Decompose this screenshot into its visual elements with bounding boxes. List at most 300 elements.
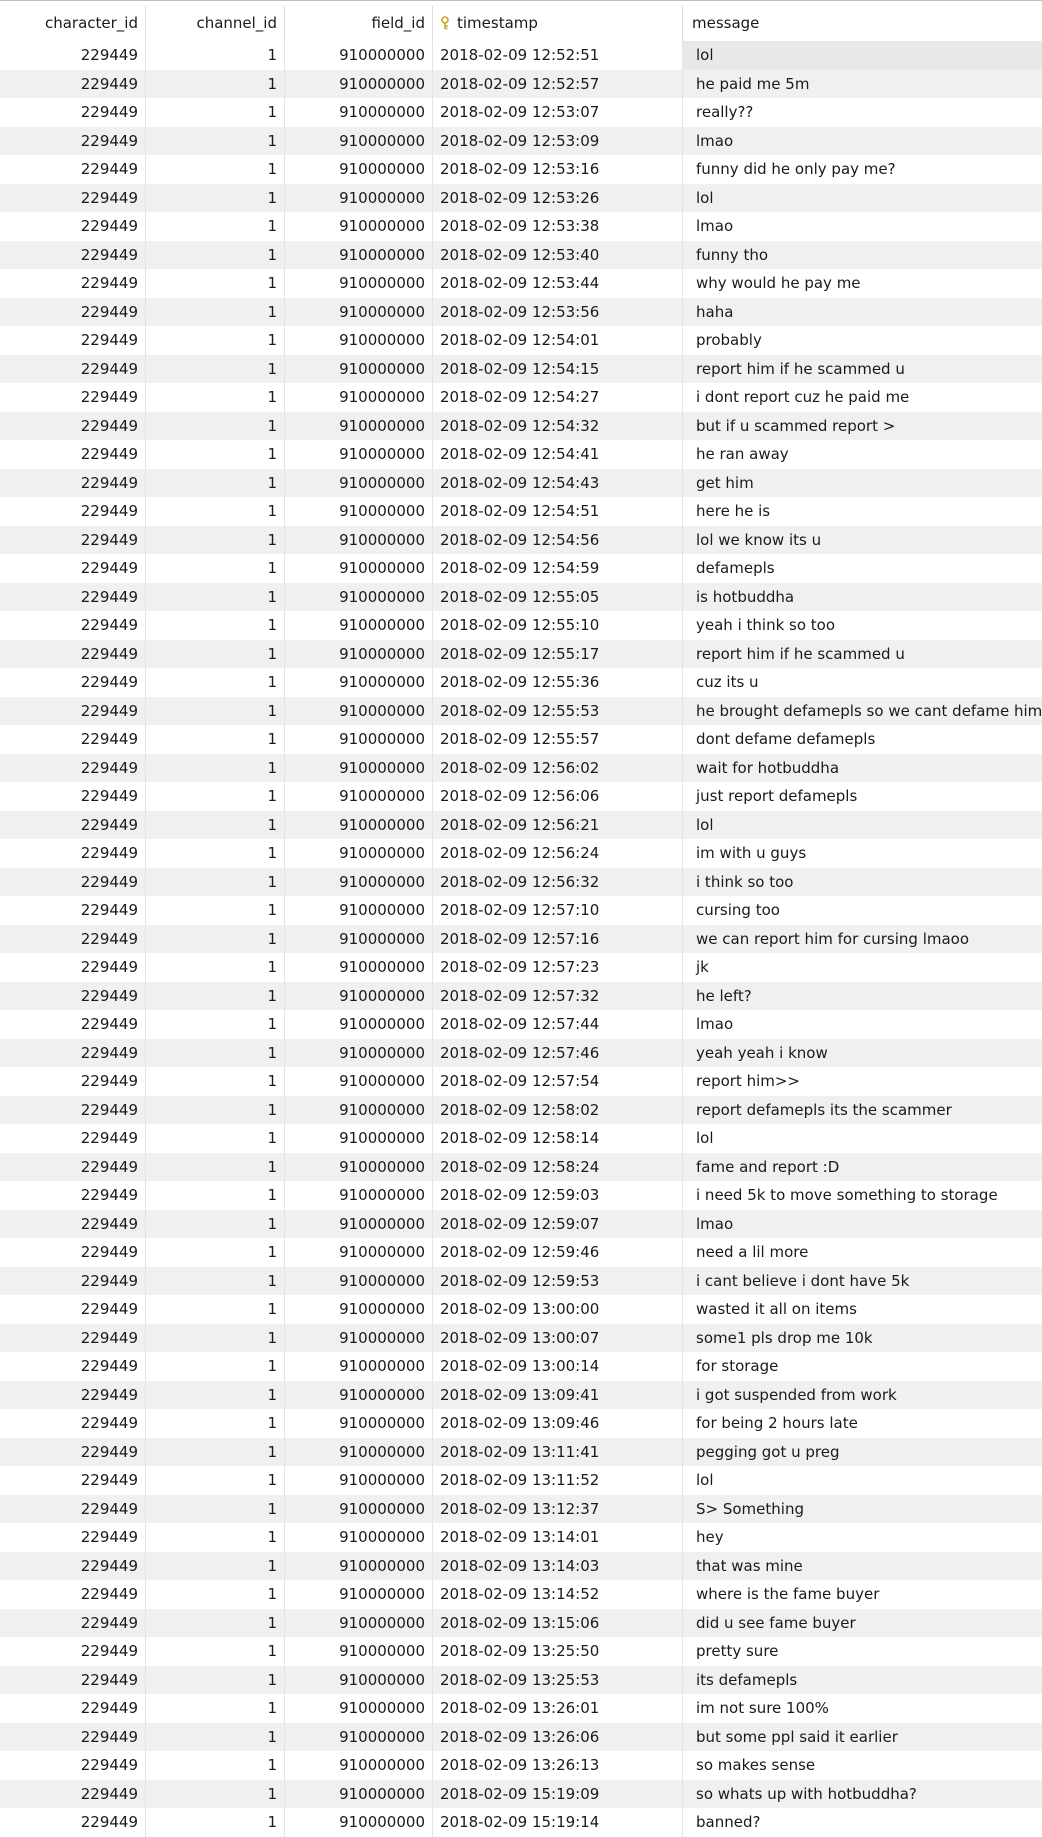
- cell-field-id[interactable]: 910000000: [285, 697, 433, 726]
- table-row[interactable]: [0, 412, 1042, 441]
- cell-character-id[interactable]: 229449: [0, 1609, 146, 1638]
- cell-message[interactable]: haha: [683, 298, 1042, 327]
- table-row[interactable]: [0, 469, 1042, 498]
- table-row[interactable]: [0, 355, 1042, 384]
- cell-timestamp[interactable]: 2018-02-09 12:56:24: [433, 839, 683, 868]
- cell-field-id[interactable]: 910000000: [285, 1381, 433, 1410]
- cell-field-id[interactable]: 910000000: [285, 469, 433, 498]
- cell-timestamp[interactable]: 2018-02-09 12:53:40: [433, 241, 683, 270]
- cell-timestamp[interactable]: 2018-02-09 13:26:06: [433, 1723, 683, 1752]
- cell-timestamp[interactable]: 2018-02-09 15:19:14: [433, 1808, 683, 1837]
- cell-message[interactable]: report him>>: [696, 1072, 801, 1090]
- cell-timestamp[interactable]: 2018-02-09 13:14:03: [433, 1552, 683, 1581]
- cell-character-id[interactable]: 229449: [0, 1466, 146, 1495]
- cell-message[interactable]: really??: [696, 103, 754, 121]
- table-row[interactable]: [0, 1666, 1042, 1695]
- cell-field-id[interactable]: 910000000: [285, 1267, 433, 1296]
- cell-channel-id[interactable]: 1: [146, 1808, 285, 1837]
- table-row[interactable]: [0, 554, 1042, 583]
- table-row[interactable]: [0, 269, 1042, 298]
- cell-character-id[interactable]: 229449: [0, 127, 146, 156]
- table-row[interactable]: [0, 1609, 1042, 1638]
- cell-channel-id[interactable]: 1: [146, 640, 285, 669]
- cell-message[interactable]: lmao: [683, 1210, 1042, 1239]
- cell-timestamp[interactable]: 2018-02-09 12:54:51: [433, 497, 683, 526]
- cell-message[interactable]: lol: [683, 811, 1042, 840]
- cell-channel-id[interactable]: 1: [146, 896, 285, 925]
- cell-channel-id[interactable]: 1: [146, 839, 285, 868]
- cell-timestamp[interactable]: 2018-02-09 12:55:10: [433, 611, 683, 640]
- cell-channel-id[interactable]: 1: [146, 1010, 285, 1039]
- table-row[interactable]: [0, 583, 1042, 612]
- table-row[interactable]: [0, 896, 1042, 925]
- cell-character-id[interactable]: 229449: [0, 70, 146, 99]
- cell-character-id[interactable]: 229449: [0, 1780, 146, 1809]
- cell-channel-id[interactable]: 1: [146, 1552, 285, 1581]
- cell-character-id[interactable]: 229449: [0, 412, 146, 441]
- cell-message[interactable]: fame and report :D: [683, 1153, 1042, 1182]
- cell-character-id[interactable]: 229449: [0, 1694, 146, 1723]
- cell-field-id[interactable]: 910000000: [285, 839, 433, 868]
- cell-message[interactable]: he brought defamepls so we cant defame him: [683, 697, 1042, 726]
- cell-timestamp[interactable]: 2018-02-09 12:53:44: [433, 269, 683, 298]
- cell-message[interactable]: some1 pls drop me 10k: [683, 1324, 1042, 1353]
- cell-character-id[interactable]: 229449: [0, 1495, 146, 1524]
- cell-timestamp[interactable]: 2018-02-09 12:53:38: [433, 212, 683, 241]
- cell-message[interactable]: is hotbuddha: [683, 583, 1042, 612]
- cell-character-id[interactable]: 229449: [0, 155, 146, 184]
- cell-channel-id[interactable]: 1: [146, 1381, 285, 1410]
- cell-channel-id[interactable]: 1: [146, 1751, 285, 1780]
- cell-channel-id[interactable]: 1: [146, 440, 285, 469]
- cell-channel-id[interactable]: 1: [146, 1324, 285, 1353]
- cell-channel-id[interactable]: 1: [146, 326, 285, 355]
- table-row[interactable]: [0, 640, 1042, 669]
- table-row[interactable]: [0, 1808, 1042, 1837]
- cell-timestamp[interactable]: 2018-02-09 12:55:57: [433, 725, 683, 754]
- cell-message[interactable]: for being 2 hours late: [696, 1414, 858, 1432]
- cell-channel-id[interactable]: 1: [146, 497, 285, 526]
- cell-channel-id[interactable]: 1: [146, 754, 285, 783]
- cell-timestamp[interactable]: 2018-02-09 13:15:06: [433, 1609, 683, 1638]
- cell-character-id[interactable]: 229449: [0, 1324, 146, 1353]
- cell-timestamp[interactable]: 2018-02-09 12:56:06: [433, 782, 683, 811]
- cell-field-id[interactable]: 910000000: [285, 811, 433, 840]
- cell-timestamp[interactable]: 2018-02-09 12:55:36: [433, 668, 683, 697]
- cell-character-id[interactable]: 229449: [0, 754, 146, 783]
- cell-field-id[interactable]: 910000000: [285, 1808, 433, 1837]
- cell-field-id[interactable]: 910000000: [285, 1780, 433, 1809]
- table-row[interactable]: [0, 70, 1042, 99]
- table-row[interactable]: [0, 1324, 1042, 1353]
- cell-timestamp[interactable]: 2018-02-09 12:57:16: [433, 925, 683, 954]
- cell-field-id[interactable]: 910000000: [285, 212, 433, 241]
- cell-field-id[interactable]: 910000000: [285, 127, 433, 156]
- table-row[interactable]: [0, 839, 1042, 868]
- table-row[interactable]: [0, 1723, 1042, 1752]
- cell-character-id[interactable]: 229449: [0, 1552, 146, 1581]
- cell-field-id[interactable]: 910000000: [285, 1438, 433, 1467]
- cell-message[interactable]: lol: [696, 1471, 714, 1489]
- cell-field-id[interactable]: 910000000: [285, 925, 433, 954]
- cell-message[interactable]: lol we know its u: [683, 526, 1042, 555]
- cell-character-id[interactable]: 229449: [0, 98, 146, 127]
- table-row[interactable]: [0, 1409, 1042, 1438]
- cell-message[interactable]: report him if he scammed u: [683, 355, 1042, 384]
- cell-character-id[interactable]: 229449: [0, 1523, 146, 1552]
- cell-message[interactable]: defamepls: [696, 559, 775, 577]
- cell-character-id[interactable]: 229449: [0, 782, 146, 811]
- table-row[interactable]: [0, 1267, 1042, 1296]
- cell-character-id[interactable]: 229449: [0, 1666, 146, 1695]
- table-row[interactable]: [0, 1580, 1042, 1609]
- column-header-character-id[interactable]: character_id: [0, 6, 146, 41]
- cell-message[interactable]: banned?: [696, 1813, 761, 1831]
- table-row[interactable]: [0, 383, 1042, 412]
- cell-timestamp[interactable]: 2018-02-09 12:53:09: [433, 127, 683, 156]
- table-row[interactable]: [0, 98, 1042, 127]
- cell-field-id[interactable]: 910000000: [285, 611, 433, 640]
- cell-field-id[interactable]: 910000000: [285, 583, 433, 612]
- cell-channel-id[interactable]: 1: [146, 526, 285, 555]
- cell-character-id[interactable]: 229449: [0, 184, 146, 213]
- cell-message[interactable]: probably: [696, 331, 762, 349]
- cell-message[interactable]: lmao: [696, 1015, 734, 1033]
- cell-timestamp[interactable]: 2018-02-09 12:59:07: [433, 1210, 683, 1239]
- cell-field-id[interactable]: 910000000: [285, 640, 433, 669]
- cell-field-id[interactable]: 910000000: [285, 1694, 433, 1723]
- cell-channel-id[interactable]: 1: [146, 1637, 285, 1666]
- column-header-channel-id[interactable]: channel_id: [146, 6, 285, 41]
- table-row[interactable]: [0, 668, 1042, 697]
- cell-timestamp[interactable]: 2018-02-09 12:56:02: [433, 754, 683, 783]
- cell-message[interactable]: he ran away: [696, 445, 789, 463]
- cell-channel-id[interactable]: 1: [146, 1495, 285, 1524]
- cell-channel-id[interactable]: 1: [146, 725, 285, 754]
- cell-field-id[interactable]: 910000000: [285, 953, 433, 982]
- table-row[interactable]: [0, 1210, 1042, 1239]
- cell-message[interactable]: i think so too: [683, 868, 1042, 897]
- cell-timestamp[interactable]: 2018-02-09 12:57:46: [433, 1039, 683, 1068]
- cell-channel-id[interactable]: 1: [146, 1238, 285, 1267]
- cell-field-id[interactable]: 910000000: [285, 982, 433, 1011]
- cell-field-id[interactable]: 910000000: [285, 1295, 433, 1324]
- table-row[interactable]: [0, 811, 1042, 840]
- cell-character-id[interactable]: 229449: [0, 1723, 146, 1752]
- cell-message[interactable]: wasted it all on items: [696, 1300, 857, 1318]
- cell-message[interactable]: wait for hotbuddha: [683, 754, 1042, 783]
- cell-channel-id[interactable]: 1: [146, 184, 285, 213]
- cell-character-id[interactable]: 229449: [0, 896, 146, 925]
- cell-field-id[interactable]: 910000000: [285, 868, 433, 897]
- cell-timestamp[interactable]: 2018-02-09 12:57:44: [433, 1010, 683, 1039]
- cell-field-id[interactable]: 910000000: [285, 1096, 433, 1125]
- cell-character-id[interactable]: 229449: [0, 440, 146, 469]
- cell-message[interactable]: yeah i think so too: [696, 616, 836, 634]
- cell-field-id[interactable]: 910000000: [285, 1523, 433, 1552]
- cell-character-id[interactable]: 229449: [0, 383, 146, 412]
- cell-message[interactable]: funny did he only pay me?: [696, 160, 896, 178]
- cell-character-id[interactable]: 229449: [0, 241, 146, 270]
- table-row[interactable]: [0, 1751, 1042, 1780]
- cell-timestamp[interactable]: 2018-02-09 12:54:01: [433, 326, 683, 355]
- table-row[interactable]: [0, 925, 1042, 954]
- table-row[interactable]: [0, 982, 1042, 1011]
- cell-channel-id[interactable]: 1: [146, 668, 285, 697]
- cell-character-id[interactable]: 229449: [0, 497, 146, 526]
- cell-timestamp[interactable]: 2018-02-09 13:12:37: [433, 1495, 683, 1524]
- cell-character-id[interactable]: 229449: [0, 1210, 146, 1239]
- cell-channel-id[interactable]: 1: [146, 1666, 285, 1695]
- cell-character-id[interactable]: 229449: [0, 526, 146, 555]
- cell-character-id[interactable]: 229449: [0, 1238, 146, 1267]
- cell-timestamp[interactable]: 2018-02-09 13:09:46: [433, 1409, 683, 1438]
- cell-field-id[interactable]: 910000000: [285, 1238, 433, 1267]
- cell-field-id[interactable]: 910000000: [285, 1124, 433, 1153]
- cell-channel-id[interactable]: 1: [146, 298, 285, 327]
- cell-character-id[interactable]: 229449: [0, 697, 146, 726]
- table-row[interactable]: [0, 1495, 1042, 1524]
- cell-character-id[interactable]: 229449: [0, 1067, 146, 1096]
- cell-message[interactable]: report him if he scammed u: [683, 640, 1042, 669]
- cell-field-id[interactable]: 910000000: [285, 1580, 433, 1609]
- cell-channel-id[interactable]: 1: [146, 1295, 285, 1324]
- table-row[interactable]: [0, 1096, 1042, 1125]
- column-header-message[interactable]: message: [692, 14, 760, 32]
- cell-channel-id[interactable]: 1: [146, 1780, 285, 1809]
- cell-character-id[interactable]: 229449: [0, 725, 146, 754]
- cell-message[interactable]: that was mine: [683, 1552, 1042, 1581]
- table-row[interactable]: [0, 1438, 1042, 1467]
- cell-timestamp[interactable]: 2018-02-09 12:54:15: [433, 355, 683, 384]
- table-row[interactable]: [0, 725, 1042, 754]
- cell-character-id[interactable]: 229449: [0, 1808, 146, 1837]
- table-row[interactable]: [0, 526, 1042, 555]
- cell-channel-id[interactable]: 1: [146, 1352, 285, 1381]
- cell-field-id[interactable]: 910000000: [285, 1466, 433, 1495]
- cell-channel-id[interactable]: 1: [146, 1067, 285, 1096]
- cell-timestamp[interactable]: 2018-02-09 15:19:09: [433, 1780, 683, 1809]
- cell-timestamp[interactable]: 2018-02-09 12:53:26: [433, 184, 683, 213]
- cell-character-id[interactable]: 229449: [0, 1637, 146, 1666]
- cell-timestamp[interactable]: 2018-02-09 12:54:27: [433, 383, 683, 412]
- cell-timestamp[interactable]: 2018-02-09 12:59:03: [433, 1181, 683, 1210]
- cell-channel-id[interactable]: 1: [146, 41, 285, 70]
- cell-channel-id[interactable]: 1: [146, 355, 285, 384]
- cell-channel-id[interactable]: 1: [146, 1409, 285, 1438]
- table-row[interactable]: [0, 1039, 1042, 1068]
- cell-timestamp[interactable]: 2018-02-09 12:56:32: [433, 868, 683, 897]
- cell-message[interactable]: cuz its u: [696, 673, 759, 691]
- cell-field-id[interactable]: 910000000: [285, 1723, 433, 1752]
- cell-character-id[interactable]: 229449: [0, 811, 146, 840]
- cell-channel-id[interactable]: 1: [146, 1181, 285, 1210]
- cell-channel-id[interactable]: 1: [146, 611, 285, 640]
- cell-message[interactable]: dont defame defamepls: [696, 730, 876, 748]
- cell-field-id[interactable]: 910000000: [285, 896, 433, 925]
- table-row[interactable]: [0, 1181, 1042, 1210]
- cell-message[interactable]: so makes sense: [696, 1756, 816, 1774]
- cell-field-id[interactable]: 910000000: [285, 1181, 433, 1210]
- cell-message[interactable]: he paid me 5m: [683, 70, 1042, 99]
- cell-message[interactable]: need a lil more: [696, 1243, 809, 1261]
- table-row[interactable]: [0, 298, 1042, 327]
- cell-channel-id[interactable]: 1: [146, 583, 285, 612]
- cell-character-id[interactable]: 229449: [0, 925, 146, 954]
- table-row[interactable]: [0, 127, 1042, 156]
- cell-channel-id[interactable]: 1: [146, 241, 285, 270]
- table-row[interactable]: [0, 184, 1042, 213]
- cell-message[interactable]: but some ppl said it earlier: [683, 1723, 1042, 1752]
- cell-timestamp[interactable]: 2018-02-09 12:57:54: [433, 1067, 683, 1096]
- cell-character-id[interactable]: 229449: [0, 1381, 146, 1410]
- cell-character-id[interactable]: 229449: [0, 269, 146, 298]
- cell-channel-id[interactable]: 1: [146, 98, 285, 127]
- cell-channel-id[interactable]: 1: [146, 269, 285, 298]
- cell-channel-id[interactable]: 1: [146, 127, 285, 156]
- cell-channel-id[interactable]: 1: [146, 1723, 285, 1752]
- cell-timestamp[interactable]: 2018-02-09 12:55:05: [433, 583, 683, 612]
- cell-timestamp[interactable]: 2018-02-09 12:57:32: [433, 982, 683, 1011]
- cell-channel-id[interactable]: 1: [146, 554, 285, 583]
- cell-timestamp[interactable]: 2018-02-09 12:58:24: [433, 1153, 683, 1182]
- cell-message[interactable]: im with u guys: [696, 844, 807, 862]
- table-row[interactable]: [0, 953, 1042, 982]
- cell-timestamp[interactable]: 2018-02-09 13:26:13: [433, 1751, 683, 1780]
- cell-field-id[interactable]: 910000000: [285, 668, 433, 697]
- cell-message[interactable]: why would he pay me: [696, 274, 861, 292]
- cell-channel-id[interactable]: 1: [146, 1039, 285, 1068]
- cell-channel-id[interactable]: 1: [146, 782, 285, 811]
- table-row[interactable]: [0, 1352, 1042, 1381]
- cell-timestamp[interactable]: 2018-02-09 13:25:53: [433, 1666, 683, 1695]
- cell-character-id[interactable]: 229449: [0, 868, 146, 897]
- cell-field-id[interactable]: 910000000: [285, 355, 433, 384]
- table-row[interactable]: [0, 782, 1042, 811]
- cell-channel-id[interactable]: 1: [146, 982, 285, 1011]
- cell-field-id[interactable]: 910000000: [285, 782, 433, 811]
- table-row[interactable]: [0, 326, 1042, 355]
- cell-field-id[interactable]: 910000000: [285, 326, 433, 355]
- cell-field-id[interactable]: 910000000: [285, 155, 433, 184]
- cell-field-id[interactable]: 910000000: [285, 383, 433, 412]
- cell-message[interactable]: pretty sure: [696, 1642, 779, 1660]
- cell-field-id[interactable]: 910000000: [285, 1067, 433, 1096]
- cell-field-id[interactable]: 910000000: [285, 1552, 433, 1581]
- table-row[interactable]: [0, 440, 1042, 469]
- cell-character-id[interactable]: 229449: [0, 1181, 146, 1210]
- cell-message[interactable]: so whats up with hotbuddha?: [683, 1780, 1042, 1809]
- cell-field-id[interactable]: 910000000: [285, 554, 433, 583]
- cell-message[interactable]: just report defamepls: [696, 787, 858, 805]
- table-row[interactable]: [0, 1466, 1042, 1495]
- cell-character-id[interactable]: 229449: [0, 1124, 146, 1153]
- cell-field-id[interactable]: 910000000: [285, 725, 433, 754]
- table-row[interactable]: [0, 41, 1042, 70]
- cell-character-id[interactable]: 229449: [0, 839, 146, 868]
- cell-character-id[interactable]: 229449: [0, 1039, 146, 1068]
- cell-message[interactable]: i need 5k to move something to storage: [696, 1186, 998, 1204]
- cell-timestamp[interactable]: 2018-02-09 12:54:56: [433, 526, 683, 555]
- cell-field-id[interactable]: 910000000: [285, 269, 433, 298]
- cell-timestamp[interactable]: 2018-02-09 13:11:41: [433, 1438, 683, 1467]
- cell-channel-id[interactable]: 1: [146, 212, 285, 241]
- cell-channel-id[interactable]: 1: [146, 1609, 285, 1638]
- table-row[interactable]: [0, 697, 1042, 726]
- cell-message[interactable]: i got suspended from work: [683, 1381, 1042, 1410]
- cell-field-id[interactable]: 910000000: [285, 41, 433, 70]
- cell-channel-id[interactable]: 1: [146, 868, 285, 897]
- cell-timestamp[interactable]: 2018-02-09 12:58:02: [433, 1096, 683, 1125]
- cell-timestamp[interactable]: 2018-02-09 12:53:07: [433, 98, 683, 127]
- table-row[interactable]: [0, 155, 1042, 184]
- cell-timestamp[interactable]: 2018-02-09 12:55:53: [433, 697, 683, 726]
- cell-character-id[interactable]: 229449: [0, 611, 146, 640]
- cell-field-id[interactable]: 910000000: [285, 1751, 433, 1780]
- table-row[interactable]: [0, 241, 1042, 270]
- table-row[interactable]: [0, 497, 1042, 526]
- cell-character-id[interactable]: 229449: [0, 326, 146, 355]
- cell-character-id[interactable]: 229449: [0, 212, 146, 241]
- cell-field-id[interactable]: 910000000: [285, 184, 433, 213]
- table-row[interactable]: [0, 1780, 1042, 1809]
- cell-timestamp[interactable]: 2018-02-09 13:00:00: [433, 1295, 683, 1324]
- cell-character-id[interactable]: 229449: [0, 953, 146, 982]
- cell-timestamp[interactable]: 2018-02-09 13:14:52: [433, 1580, 683, 1609]
- column-header-field-id[interactable]: field_id: [285, 6, 433, 41]
- cell-field-id[interactable]: 910000000: [285, 1637, 433, 1666]
- cell-channel-id[interactable]: 1: [146, 1523, 285, 1552]
- cell-field-id[interactable]: 910000000: [285, 1210, 433, 1239]
- cell-message[interactable]: jk: [696, 958, 709, 976]
- cell-character-id[interactable]: 229449: [0, 355, 146, 384]
- cell-channel-id[interactable]: 1: [146, 953, 285, 982]
- cell-message[interactable]: its defamepls: [683, 1666, 1042, 1695]
- cell-message[interactable]: where is the fame buyer: [696, 1585, 880, 1603]
- cell-timestamp[interactable]: 2018-02-09 12:59:53: [433, 1267, 683, 1296]
- cell-character-id[interactable]: 229449: [0, 583, 146, 612]
- table-row[interactable]: [0, 1153, 1042, 1182]
- cell-timestamp[interactable]: 2018-02-09 12:54:43: [433, 469, 683, 498]
- cell-field-id[interactable]: 910000000: [285, 440, 433, 469]
- cell-field-id[interactable]: 910000000: [285, 412, 433, 441]
- cell-character-id[interactable]: 229449: [0, 41, 146, 70]
- cell-message[interactable]: lol: [683, 184, 1042, 213]
- cell-field-id[interactable]: 910000000: [285, 98, 433, 127]
- cell-field-id[interactable]: 910000000: [285, 1495, 433, 1524]
- cell-message[interactable]: he left?: [683, 982, 1042, 1011]
- cell-message[interactable]: lmao: [696, 217, 734, 235]
- cell-message[interactable]: but if u scammed report >: [683, 412, 1042, 441]
- column-header-timestamp[interactable]: [433, 6, 683, 41]
- cell-character-id[interactable]: 229449: [0, 1751, 146, 1780]
- cell-channel-id[interactable]: 1: [146, 469, 285, 498]
- cell-field-id[interactable]: 910000000: [285, 754, 433, 783]
- cell-channel-id[interactable]: 1: [146, 1153, 285, 1182]
- cell-timestamp[interactable]: 2018-02-09 13:00:07: [433, 1324, 683, 1353]
- cell-timestamp[interactable]: 2018-02-09 13:14:01: [433, 1523, 683, 1552]
- cell-channel-id[interactable]: 1: [146, 1267, 285, 1296]
- cell-message[interactable]: yeah yeah i know: [683, 1039, 1042, 1068]
- cell-message[interactable]: lmao: [683, 127, 1042, 156]
- cell-channel-id[interactable]: 1: [146, 383, 285, 412]
- cell-timestamp[interactable]: 2018-02-09 13:25:50: [433, 1637, 683, 1666]
- cell-character-id[interactable]: 229449: [0, 1352, 146, 1381]
- cell-character-id[interactable]: 229449: [0, 1409, 146, 1438]
- cell-message[interactable]: cursing too: [696, 901, 780, 919]
- cell-message[interactable]: we can report him for cursing lmaoo: [683, 925, 1042, 954]
- cell-timestamp[interactable]: 2018-02-09 13:09:41: [433, 1381, 683, 1410]
